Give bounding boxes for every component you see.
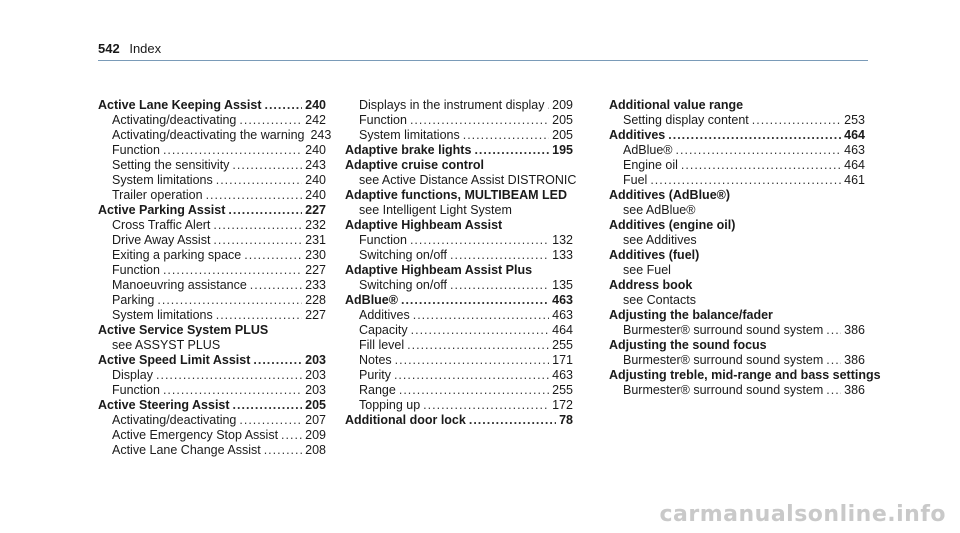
index-entry	[345, 218, 573, 233]
page-reference: 240	[305, 173, 326, 187]
page-reference: 461	[844, 173, 865, 187]
leader-dots	[157, 293, 302, 308]
page-reference: 78	[559, 413, 573, 427]
leader-dots	[213, 218, 302, 233]
index-column-3	[609, 98, 881, 398]
index-subentry	[345, 323, 573, 338]
index-subentry	[345, 173, 577, 188]
entry-label: Setting display content	[623, 113, 749, 127]
section-title: Index	[129, 41, 162, 56]
leader-dots	[463, 128, 549, 143]
page-reference: 231	[305, 233, 326, 247]
index-entry	[345, 293, 573, 308]
entry-label: Drive Away Assist	[112, 233, 211, 247]
entry-label: Notes	[359, 353, 392, 367]
page-reference: 209	[552, 98, 573, 112]
entry-label: Function	[359, 233, 407, 247]
entry-label: Additional door lock	[345, 413, 466, 427]
entry-label: see Fuel	[623, 263, 671, 277]
index-subentry	[98, 383, 326, 398]
index-subentry	[609, 263, 865, 278]
page-reference: 203	[305, 383, 326, 397]
page-reference: 208	[305, 443, 326, 457]
page-reference: 227	[305, 308, 326, 322]
page-reference: 386	[844, 383, 865, 397]
entry-label: Active Emergency Stop Assist	[112, 428, 279, 442]
index-subentry	[98, 143, 326, 158]
leader-dots	[826, 323, 841, 338]
entry-label: Adaptive Highbeam Assist	[345, 218, 503, 232]
index-subentry	[345, 338, 573, 353]
entry-label: Activating/deactivating	[112, 113, 237, 127]
index-subentry	[609, 143, 865, 158]
entry-label: Activating/deactivating the warning	[112, 128, 305, 142]
index-subentry	[98, 233, 326, 248]
entry-label: Purity	[359, 368, 391, 382]
entry-label: System limitations	[112, 173, 213, 187]
entry-label: Adaptive functions, MULTIBEAM LED	[345, 188, 567, 202]
leader-dots	[410, 233, 549, 248]
page-reference: 464	[844, 158, 865, 172]
page-reference: 463	[552, 293, 573, 307]
leader-dots	[548, 98, 550, 113]
entry-label: Capacity	[359, 323, 408, 337]
page-reference: 207	[305, 413, 326, 427]
page-reference: 171	[552, 353, 573, 367]
entry-label: Switching on/off	[359, 278, 448, 292]
index-subentry	[345, 98, 573, 113]
index-entry	[609, 98, 865, 113]
page-reference: 228	[305, 293, 326, 307]
page-reference: 243	[305, 158, 326, 172]
page-reference: 233	[305, 278, 326, 292]
entry-label: Function	[112, 143, 160, 157]
index-entry	[345, 143, 573, 158]
index-column-1	[98, 98, 332, 458]
page-reference: 242	[305, 113, 326, 127]
entry-label: Display	[112, 368, 153, 382]
index-subentry	[609, 353, 865, 368]
entry-label: Engine oil	[623, 158, 678, 172]
leader-dots	[253, 353, 302, 368]
leader-dots	[450, 278, 549, 293]
entry-label: see Additives	[623, 233, 697, 247]
leader-dots	[394, 368, 549, 383]
page-number: 542	[98, 41, 120, 56]
index-subentry	[98, 248, 326, 263]
leader-dots	[423, 398, 549, 413]
page-reference: 195	[552, 143, 573, 157]
entry-label: System limitations	[359, 128, 460, 142]
entry-label: Adjusting treble, mid-range and bass settings	[609, 368, 881, 382]
index-subentry	[345, 398, 573, 413]
index-entry	[609, 218, 865, 233]
leader-dots	[163, 143, 302, 158]
leader-dots	[474, 143, 549, 158]
leader-dots	[407, 338, 549, 353]
leader-dots	[239, 113, 302, 128]
entry-label: Active Service System PLUS	[98, 323, 269, 337]
leader-dots	[752, 113, 841, 128]
entry-label: Burmester® surround sound system	[623, 323, 824, 337]
index-subentry	[345, 203, 573, 218]
page-reference: 203	[305, 353, 326, 367]
index-column-2	[345, 98, 577, 428]
page-reference: 132	[552, 233, 573, 247]
index-subentry	[345, 368, 573, 383]
page-reference: 243	[310, 128, 332, 142]
leader-dots	[399, 383, 549, 398]
page-reference: 133	[552, 248, 573, 262]
index-subentry	[98, 188, 326, 203]
leader-dots	[264, 98, 302, 113]
index-entry	[345, 188, 573, 203]
entry-label: Active Lane Keeping Assist	[98, 98, 262, 112]
leader-dots	[281, 428, 302, 443]
index-subentry	[609, 158, 865, 173]
leader-dots	[826, 383, 841, 398]
entry-label: Additives (engine oil)	[609, 218, 736, 232]
entry-label: Adaptive brake lights	[345, 143, 472, 157]
entry-label: see AdBlue®	[623, 203, 696, 217]
page-reference: 205	[305, 398, 326, 412]
page-reference: 172	[552, 398, 573, 412]
index-subentry	[98, 128, 332, 143]
index-subentry	[98, 218, 326, 233]
leader-dots	[244, 248, 302, 263]
leader-dots	[668, 128, 841, 143]
entry-label: Adjusting the sound focus	[609, 338, 767, 352]
entry-label: System limitations	[112, 308, 213, 322]
entry-label: see Active Distance Assist DISTRONIC	[359, 173, 577, 187]
entry-label: Burmester® surround sound system	[623, 353, 824, 367]
entry-label: Setting the sensitivity	[112, 158, 230, 172]
index-subentry	[609, 233, 865, 248]
page-reference: 255	[552, 383, 573, 397]
leader-dots	[450, 248, 549, 263]
page-reference: 463	[552, 368, 573, 382]
leader-dots	[469, 413, 556, 428]
index-subentry	[98, 443, 326, 458]
entry-label: AdBlue®	[623, 143, 673, 157]
watermark: carmanualsonline.info	[659, 502, 946, 527]
entry-label: see ASSYST PLUS	[112, 338, 221, 352]
leader-dots	[264, 443, 302, 458]
entry-label: Switching on/off	[359, 248, 448, 262]
index-subentry	[609, 113, 865, 128]
entry-label: Additives (fuel)	[609, 248, 700, 262]
index-entry	[345, 413, 573, 428]
entry-label: Adjusting the balance/fader	[609, 308, 773, 322]
entry-label: Fuel	[623, 173, 648, 187]
index-subentry	[98, 293, 326, 308]
index-subentry	[609, 323, 865, 338]
leader-dots	[826, 353, 841, 368]
index-entry	[609, 278, 865, 293]
entry-label: Active Lane Change Assist	[112, 443, 261, 457]
leader-dots	[216, 173, 302, 188]
index-entry	[609, 368, 881, 383]
entry-label: Range	[359, 383, 396, 397]
leader-dots	[156, 368, 302, 383]
entry-label: Additives	[359, 308, 410, 322]
index-subentry	[98, 173, 326, 188]
page-reference: 135	[552, 278, 573, 292]
leader-dots	[413, 308, 549, 323]
leader-dots	[206, 188, 303, 203]
index-subentry	[98, 113, 326, 128]
leader-dots	[676, 143, 842, 158]
entry-label: Burmester® surround sound system	[623, 383, 824, 397]
page-reference: 240	[305, 188, 326, 202]
page-reference: 463	[552, 308, 573, 322]
index-entry	[609, 308, 865, 323]
index-subentry	[345, 308, 573, 323]
index-entry	[345, 158, 573, 173]
entry-label: Active Parking Assist	[98, 203, 226, 217]
entry-label: Function	[112, 383, 160, 397]
index-entry	[98, 323, 326, 338]
index-subentry	[98, 413, 326, 428]
entry-label: Topping up	[359, 398, 421, 412]
index-entry	[98, 98, 326, 113]
page-reference: 205	[552, 113, 573, 127]
page-reference: 253	[844, 113, 865, 127]
entry-label: Additives	[609, 128, 666, 142]
page-reference: 209	[305, 428, 326, 442]
entry-label: Activating/deactivating	[112, 413, 237, 427]
leader-dots	[239, 413, 302, 428]
page-header	[98, 41, 161, 56]
entry-label: Additives (AdBlue®)	[609, 188, 731, 202]
index-entry	[345, 263, 573, 278]
entry-label: see Intelligent Light System	[359, 203, 512, 217]
entry-label: Active Speed Limit Assist	[98, 353, 251, 367]
leader-dots	[163, 263, 302, 278]
entry-label: Fill level	[359, 338, 405, 352]
index-subentry	[609, 383, 865, 398]
page-reference: 386	[844, 323, 865, 337]
leader-dots	[228, 203, 302, 218]
page-reference: 386	[844, 353, 865, 367]
entry-label: Trailer operation	[112, 188, 203, 202]
leader-dots	[250, 278, 302, 293]
entry-label: Address book	[609, 278, 693, 292]
index-entry	[609, 188, 865, 203]
entry-label: Function	[112, 263, 160, 277]
leader-dots	[232, 158, 302, 173]
page-reference: 232	[305, 218, 326, 232]
entry-label: see Contacts	[623, 293, 696, 307]
index-subentry	[609, 203, 865, 218]
index-subentry	[98, 368, 326, 383]
index-subentry	[345, 278, 573, 293]
index-subentry	[345, 248, 573, 263]
index-subentry	[345, 113, 573, 128]
entry-label: Cross Traffic Alert	[112, 218, 211, 232]
index-subentry	[98, 428, 326, 443]
index-entry	[609, 338, 865, 353]
entry-label: Parking	[112, 293, 155, 307]
index-subentry	[98, 278, 326, 293]
index-subentry	[609, 173, 865, 188]
leader-dots	[411, 323, 550, 338]
index-subentry	[345, 353, 573, 368]
entry-label: Exiting a parking space	[112, 248, 242, 262]
page-reference: 464	[552, 323, 573, 337]
page-reference: 227	[305, 263, 326, 277]
header-rule	[98, 60, 868, 61]
index-subentry	[345, 383, 573, 398]
index-entry	[98, 203, 326, 218]
entry-label: Adaptive cruise control	[345, 158, 484, 172]
index-subentry	[345, 128, 573, 143]
leader-dots	[410, 113, 549, 128]
leader-dots	[213, 233, 302, 248]
entry-label: Adaptive Highbeam Assist Plus	[345, 263, 533, 277]
index-subentry	[609, 293, 865, 308]
index-subentry	[98, 158, 326, 173]
index-entry	[609, 128, 865, 143]
entry-label: Manoeuvring assistance	[112, 278, 247, 292]
entry-label: Displays in the instrument display	[359, 98, 545, 112]
index-subentry	[98, 263, 326, 278]
leader-dots	[650, 173, 841, 188]
leader-dots	[395, 353, 549, 368]
index-subentry	[98, 308, 326, 323]
leader-dots	[233, 398, 303, 413]
index-entry	[98, 353, 326, 368]
page-reference: 255	[552, 338, 573, 352]
leader-dots	[681, 158, 841, 173]
leader-dots	[401, 293, 549, 308]
page-reference: 230	[305, 248, 326, 262]
index-subentry	[98, 338, 326, 353]
page-reference: 227	[305, 203, 326, 217]
page-reference: 240	[305, 98, 326, 112]
page-reference: 463	[844, 143, 865, 157]
leader-dots	[163, 383, 302, 398]
entry-label: Active Steering Assist	[98, 398, 230, 412]
entry-label: Additional value range	[609, 98, 744, 112]
index-entry	[609, 248, 865, 263]
index-entry	[98, 398, 326, 413]
entry-label: AdBlue®	[345, 293, 398, 307]
entry-label: Function	[359, 113, 407, 127]
page-reference: 464	[844, 128, 865, 142]
index-subentry	[345, 233, 573, 248]
leader-dots	[216, 308, 302, 323]
page-reference: 205	[552, 128, 573, 142]
page-reference: 203	[305, 368, 326, 382]
page-reference: 240	[305, 143, 326, 157]
